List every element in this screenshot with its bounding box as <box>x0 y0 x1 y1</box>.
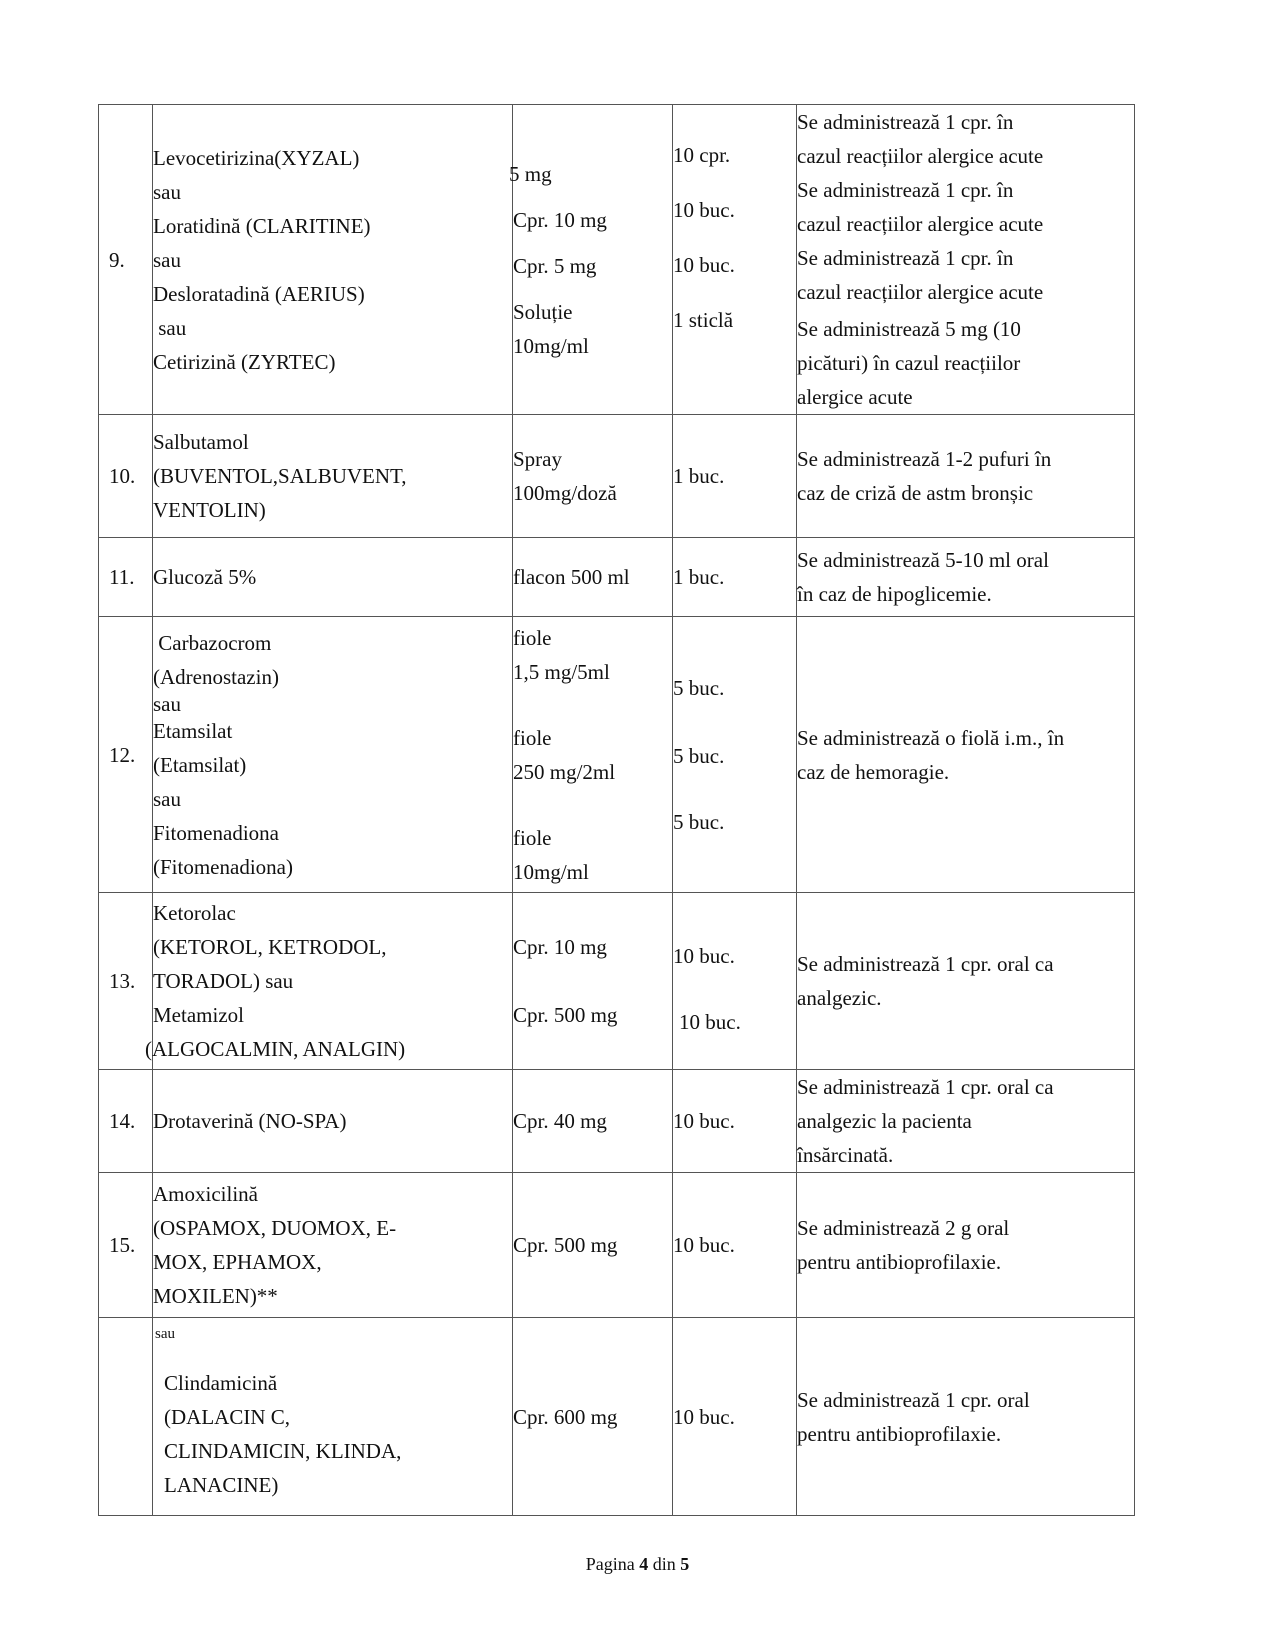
drug-name: (BUVENTOL,SALBUVENT, <box>153 464 407 488</box>
drug-name: Amoxicilină <box>153 1182 258 1206</box>
table-row <box>99 1070 1135 1173</box>
row-number: 11. <box>99 538 153 617</box>
form-value: 100mg/doză <box>513 481 617 505</box>
note-line: pentru antibioprofilaxie. <box>797 1421 1002 1446</box>
table-row <box>99 893 1135 1070</box>
administration-note <box>797 1318 1135 1516</box>
drug-names <box>153 1070 513 1173</box>
note-line: Se administrează 1 cpr. în <box>797 110 1014 134</box>
table-row <box>99 105 1135 415</box>
drug-quantity <box>673 893 797 1070</box>
row-number: 9. <box>99 105 153 415</box>
note-line: alergice acute <box>797 385 913 409</box>
form-value: fiole <box>513 625 552 650</box>
medication-table-container <box>98 104 1134 1516</box>
administration-note <box>797 617 1135 893</box>
form-value: fiole <box>513 825 552 850</box>
note-line: Se administrează 1 cpr. în <box>797 246 1014 270</box>
drug-name: CLINDAMICIN, KLINDA, <box>164 1439 402 1463</box>
drug-name: Clindamicină <box>164 1371 278 1395</box>
drug-form <box>513 893 673 1070</box>
drug-form <box>513 415 673 538</box>
footer-page-number: 4 <box>639 1554 649 1574</box>
drug-name: Glucoză 5% <box>153 565 257 589</box>
drug-form <box>513 1318 673 1516</box>
drug-names <box>153 1173 513 1318</box>
table-row <box>99 617 1135 893</box>
drug-form <box>513 538 673 617</box>
drug-name: sau <box>153 179 181 204</box>
note-line: caz de hemoragie. <box>797 759 950 784</box>
table-row <box>99 1173 1135 1318</box>
form-value: Cpr. 600 mg <box>513 1404 618 1429</box>
page-footer <box>0 1554 1275 1575</box>
drug-quantity <box>673 105 797 415</box>
quantity-value: 10 buc. <box>673 198 735 222</box>
drug-name: TORADOL) sau <box>153 969 294 993</box>
form-value: Cpr. 500 mg <box>513 1003 618 1027</box>
note-line: Se administrează 5-10 ml oral <box>797 548 1049 572</box>
form-value: Cpr. 5 mg <box>513 253 597 278</box>
note-line: Se administrează 1 cpr. oral <box>797 1387 1030 1412</box>
drug-name: Ketorolac <box>153 901 236 925</box>
quantity-value: 1 buc. <box>673 464 725 488</box>
note-line: Se administrează 1 cpr. oral ca <box>797 1075 1054 1099</box>
form-value: 10mg/ml <box>513 333 589 358</box>
note-line: cazul reacțiilor alergice acute <box>797 212 1044 236</box>
note-line: picături) în cazul reacțiilor <box>797 351 1021 375</box>
drug-name: Fitomenadiona <box>153 820 279 845</box>
drug-name: (KETOROL, KETRODOL, <box>153 935 387 959</box>
drug-name: Carbazocrom <box>153 630 272 655</box>
note-line: cazul reacțiilor alergice acute <box>797 144 1044 168</box>
drug-quantity <box>673 617 797 893</box>
drug-name: Loratidină (CLARITINE) <box>153 213 371 238</box>
note-line: în caz de hipoglicemie. <box>797 582 992 606</box>
drug-form <box>513 617 673 893</box>
form-value: 1,5 mg/5ml <box>513 659 610 684</box>
drug-name: (Adrenostazin) <box>153 664 279 689</box>
row-number: 13. <box>99 893 153 1070</box>
drug-name: (DALACIN C, <box>164 1405 290 1429</box>
administration-note <box>797 893 1135 1070</box>
form-value: Soluție <box>513 299 573 324</box>
administration-note <box>797 538 1135 617</box>
footer-page-total: 5 <box>680 1554 690 1574</box>
table-row <box>99 415 1135 538</box>
drug-name: sau <box>153 315 187 340</box>
note-line: analgezic la pacienta <box>797 1109 972 1133</box>
form-value: Spray <box>513 447 562 471</box>
form-value: 5 mg <box>509 161 552 186</box>
drug-name: Metamizol <box>153 1003 244 1027</box>
drug-quantity <box>673 415 797 538</box>
footer-label: Pagina <box>585 1554 635 1574</box>
quantity-value: 10 cpr. <box>673 143 731 167</box>
administration-note <box>797 1173 1135 1318</box>
drug-quantity <box>673 538 797 617</box>
drug-name: LANACINE) <box>164 1473 279 1497</box>
administration-note <box>797 1070 1135 1173</box>
form-value: fiole <box>513 725 552 750</box>
drug-name: MOXILEN)** <box>153 1284 278 1308</box>
drug-name: (OSPAMOX, DUOMOX, E- <box>153 1216 397 1240</box>
drug-quantity <box>673 1318 797 1516</box>
drug-names <box>145 893 513 1070</box>
table-row <box>99 538 1135 617</box>
drug-names <box>153 1318 513 1516</box>
quantity-value: 10 buc. <box>673 1233 735 1257</box>
quantity-value: 10 buc. <box>673 253 735 277</box>
note-line: Se administrează 1 cpr. în <box>797 178 1014 202</box>
quantity-value: 5 buc. <box>673 743 725 768</box>
row-number: 14. <box>99 1070 153 1173</box>
drug-name: sau <box>153 786 181 811</box>
drug-name: Etamsilat <box>153 718 233 743</box>
medication-table <box>98 104 1135 1516</box>
table-row <box>99 1318 1135 1516</box>
note-line: Se administrează 2 g oral <box>797 1216 1010 1240</box>
drug-name: sau <box>153 247 181 272</box>
quantity-value: 10 buc. <box>679 1010 741 1034</box>
row-number <box>99 1318 153 1516</box>
note-line: Se administrează o fiolă i.m., în <box>797 725 1065 750</box>
note-line: cazul reacțiilor alergice acute <box>797 280 1044 304</box>
drug-name: MOX, EPHAMOX, <box>153 1250 322 1274</box>
note-line: Se administrează 1-2 pufuri în <box>797 447 1052 471</box>
drug-name: sau <box>153 691 181 716</box>
quantity-value: 1 sticlă <box>673 308 734 332</box>
form-value: Cpr. 500 mg <box>513 1233 618 1257</box>
note-line: caz de criză de astm bronșic <box>797 481 1034 505</box>
drug-name: Drotaverină (NO-SPA) <box>153 1109 347 1133</box>
note-line: analgezic. <box>797 986 882 1010</box>
form-value: 250 mg/2ml <box>513 759 616 784</box>
row-number: 15. <box>99 1173 153 1318</box>
form-value: 10mg/ml <box>513 859 589 884</box>
drug-name: VENTOLIN) <box>153 498 266 522</box>
drug-name: (Etamsilat) <box>153 752 247 777</box>
drug-name: (Fitomenadiona) <box>153 854 293 879</box>
drug-name: Salbutamol <box>153 430 249 454</box>
drug-name: (ALGOCALMIN, ANALGIN) <box>145 1037 406 1061</box>
note-line: însărcinată. <box>797 1143 894 1167</box>
note-line: Se administrează 1 cpr. oral ca <box>797 952 1054 976</box>
drug-form <box>509 105 673 415</box>
administration-note <box>797 105 1135 415</box>
form-value: flacon 500 ml <box>513 565 630 589</box>
quantity-value: 5 buc. <box>673 809 725 834</box>
drug-quantity <box>673 1070 797 1173</box>
drug-names <box>153 617 513 893</box>
quantity-value: 10 buc. <box>673 1404 735 1429</box>
form-value: Cpr. 10 mg <box>513 207 607 232</box>
drug-name: Levocetirizina(XYZAL) <box>153 145 360 170</box>
note-line: Se administrează 5 mg (10 <box>797 317 1021 341</box>
quantity-value: 10 buc. <box>673 944 735 968</box>
row-number: 12. <box>99 617 153 893</box>
drug-form <box>513 1070 673 1173</box>
drug-names <box>153 105 513 415</box>
administration-note <box>797 415 1135 538</box>
drug-name: Desloratadină (AERIUS) <box>153 281 365 306</box>
drug-form <box>513 1173 673 1318</box>
quantity-value: 1 buc. <box>673 565 725 589</box>
row-number: 10. <box>99 415 153 538</box>
form-value: Cpr. 40 mg <box>513 1109 607 1133</box>
drug-quantity <box>673 1173 797 1318</box>
drug-names <box>153 538 513 617</box>
form-value: Cpr. 10 mg <box>513 935 607 959</box>
drug-names <box>153 415 513 538</box>
drug-name: Cetirizină (ZYRTEC) <box>153 349 336 374</box>
note-line: pentru antibioprofilaxie. <box>797 1250 1002 1274</box>
quantity-value: 10 buc. <box>673 1109 735 1133</box>
footer-separator: din <box>652 1554 676 1574</box>
alternative-label: sau <box>155 1326 175 1342</box>
quantity-value: 5 buc. <box>673 675 725 700</box>
